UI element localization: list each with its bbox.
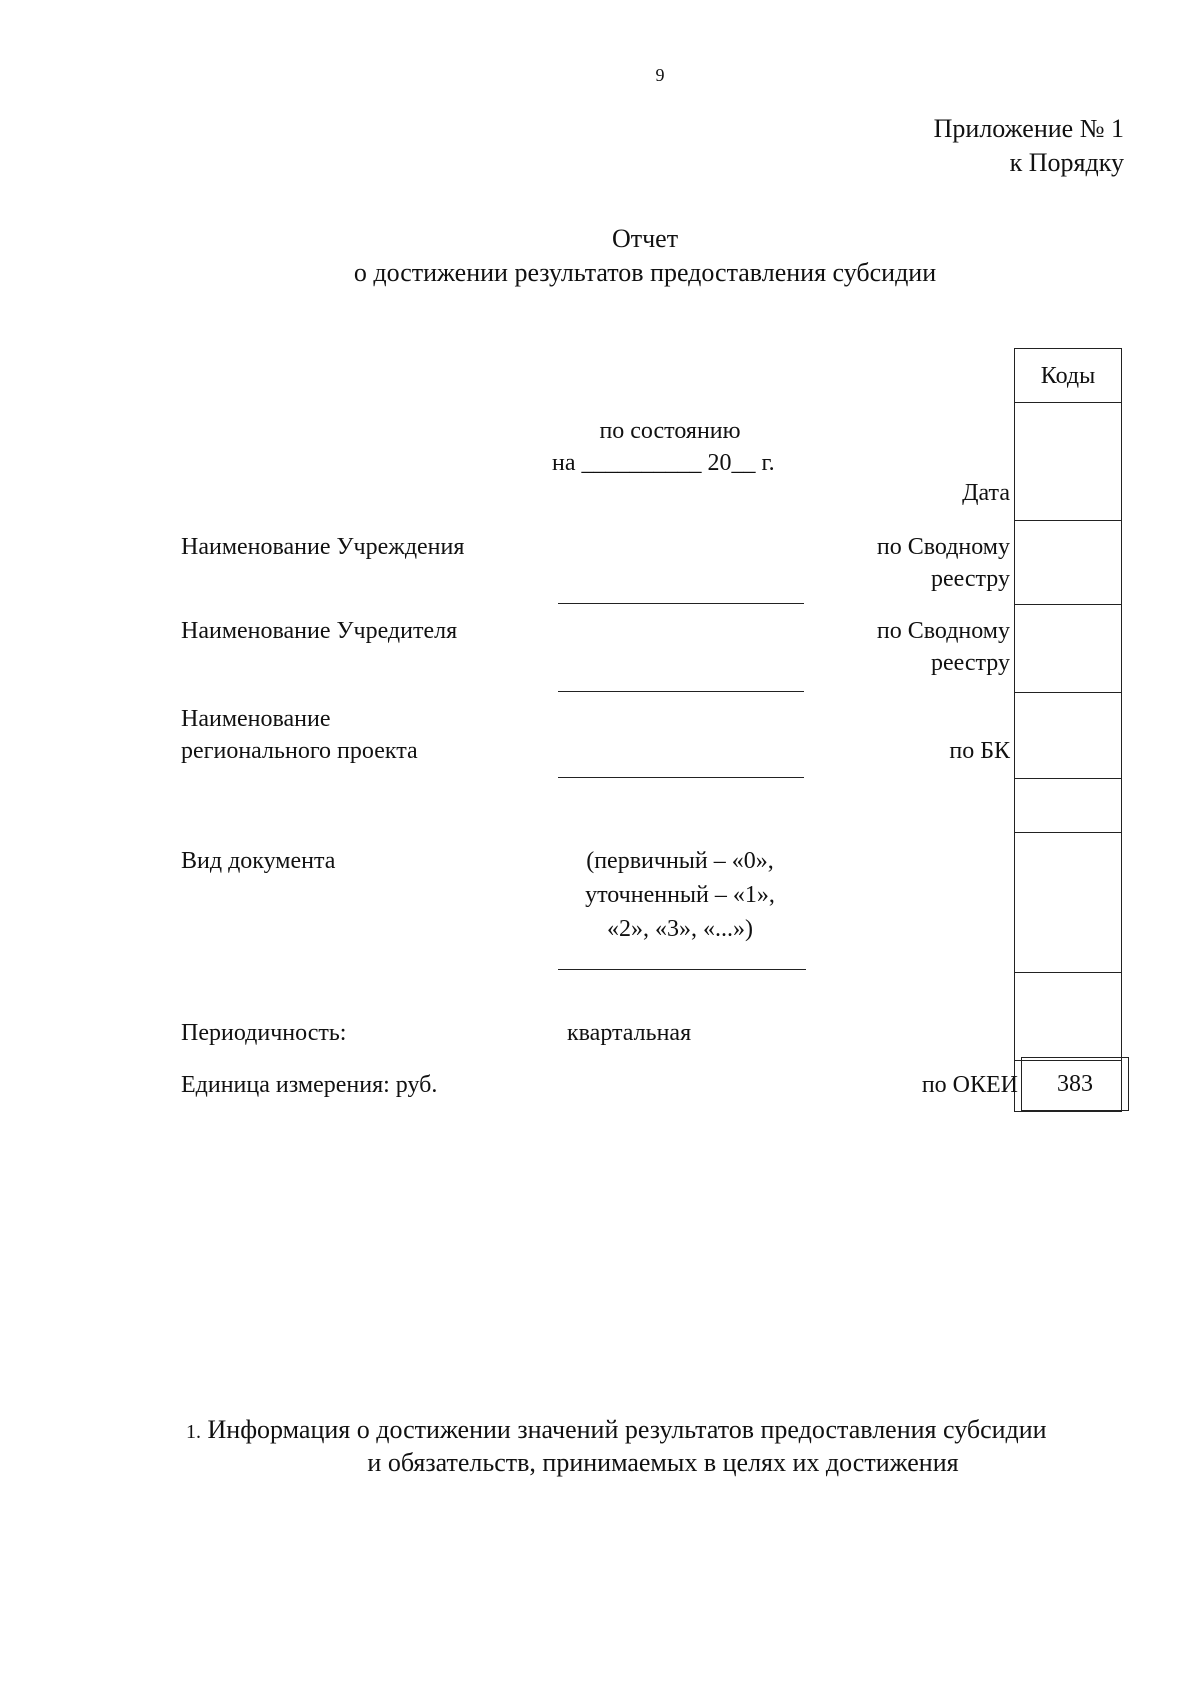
codes-cell-empty1: [1015, 779, 1121, 833]
okei-code-box: 383: [1021, 1057, 1129, 1111]
project-underline: [558, 777, 804, 778]
codes-header: Коды: [1015, 349, 1121, 403]
page-number: 9: [655, 65, 665, 85]
doc-type-underline: [558, 969, 806, 970]
section1-number: 1.: [186, 1421, 201, 1443]
label-institution: Наименование Учреждения: [181, 534, 465, 560]
label-periodicity: Периодичность:: [181, 1020, 347, 1046]
label-registry1-line2: реестру: [930, 566, 1010, 592]
label-project-line2: регионального проекта: [181, 738, 418, 764]
label-registry2-line1: по Сводному: [876, 618, 1010, 644]
codes-cell-registry2: [1015, 605, 1121, 693]
label-unit: Единица измерения: руб.: [181, 1072, 438, 1098]
periodicity-value: квартальная: [567, 1020, 692, 1046]
doc-type-line1: (первичный – «0»,: [586, 848, 774, 874]
label-project-line1: Наименование: [181, 706, 331, 732]
codes-cell-registry1: [1015, 521, 1121, 605]
date-field: на __________ 20__ г.: [552, 450, 775, 476]
report-subtitle: о достижении результатов предоставления субсидии: [353, 258, 937, 287]
doc-type-line2: уточненный – «1»,: [585, 882, 775, 908]
section1-heading: [186, 1413, 1047, 1447]
section1-line2: и обязательств, принимаемых в целях их достижения: [367, 1448, 959, 1477]
report-title: Отчет: [611, 224, 679, 253]
label-date: Дата: [962, 480, 1010, 506]
appendix-line1: Приложение № 1: [933, 114, 1124, 143]
label-doc-type: Вид документа: [181, 848, 336, 874]
label-bk: по БК: [949, 738, 1010, 764]
date-label: по состоянию: [599, 418, 741, 444]
codes-table: [1014, 348, 1122, 1112]
founder-underline: [558, 691, 804, 692]
label-founder: Наименование Учредителя: [181, 618, 458, 644]
codes-cell-periodicity: [1015, 973, 1121, 1061]
appendix-line2: к Порядку: [1009, 148, 1124, 177]
label-registry2-line2: реестру: [930, 650, 1010, 676]
institution-underline: [558, 603, 804, 604]
label-okei: по ОКЕИ: [921, 1072, 1018, 1098]
label-registry1-line1: по Сводному: [876, 534, 1010, 560]
codes-cell-bk: [1015, 693, 1121, 779]
codes-cell-doctype: [1015, 833, 1121, 973]
doc-type-line3: «2», «3», «...»): [607, 916, 753, 942]
codes-cell-date: [1015, 403, 1121, 521]
section1-line1: Информация о достижении значений результатов предоставления субсидии: [207, 1415, 1047, 1444]
